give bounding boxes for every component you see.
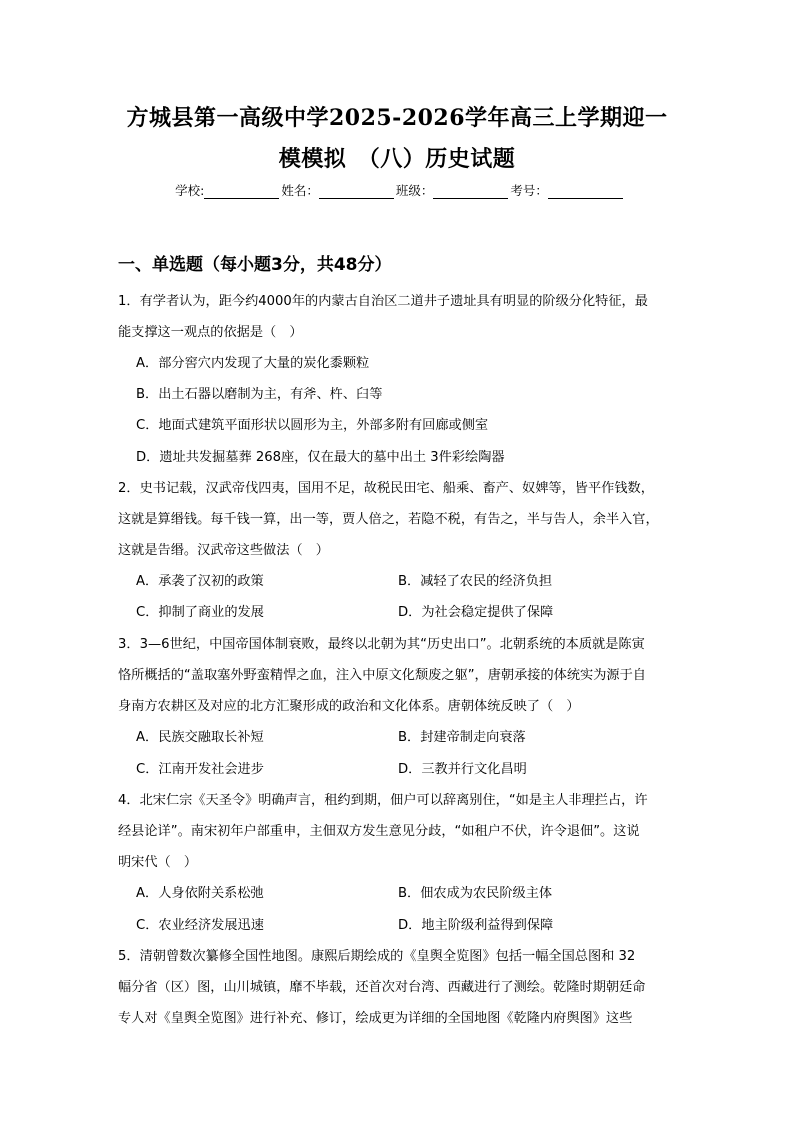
question-1-option-c[interactable]: C．地面式建筑平面形状以圆形为主，外部多附有回廊或侧室 [136,418,489,433]
question-1-option-b[interactable]: B．出土石器以磨制为主，有斧、杵、臼等 [136,387,383,402]
question-3-option-a[interactable]: A．民族交融取长补短 [136,730,264,745]
question-4-stem-line-1: 4．北宋仁宗《天圣令》明确声言，租约到期，佃户可以辞离别住，“如是主人非理拦占，许 [118,793,648,808]
question-4-option-c[interactable]: C．农业经济发展迅速 [136,918,264,933]
school-field [175,181,281,199]
question-3-option-c[interactable]: C．江南开发社会进步 [136,762,264,777]
question-4-option-a[interactable]: A．人身依附关系松弛 [136,886,264,901]
question-1-option-d[interactable]: D．遗址共发掘墓葬 268座，仅在最大的墓中出土 3件彩绘陶器 [136,450,505,465]
name-blank[interactable] [319,184,394,199]
question-2-option-d[interactable]: D．为社会稳定提供了保障 [398,605,554,620]
question-4-option-d[interactable]: D．地主阶级利益得到保障 [398,918,554,933]
question-5-stem-line-2: 幅分省（区）图，山川城镇，靡不毕载，还首次对台湾、西藏进行了测绘。乾隆时期朝廷命 [118,980,646,995]
question-2-option-a[interactable]: A．承袭了汉初的政策 [136,574,264,589]
question-3-option-d[interactable]: D．三教并行文化昌明 [398,762,527,777]
school-blank[interactable] [204,184,279,199]
exam-number-blank[interactable] [548,184,623,199]
question-5-stem-line-3: 专人对《皇舆全览图》进行补充、修订，绘成更为详细的全国地图《乾隆内府舆图》这些 [118,1011,633,1026]
exam-number-label: 考号： [510,183,548,198]
class-label: 班级： [395,183,434,198]
section-title: 一、单选题（每小题3分，共48分） [118,255,392,275]
question-5-stem-line-1: 5．清朝曾数次纂修全国性地图。康熙后期绘成的《皇舆全览图》包括一幅全国总图和 32 [118,949,636,964]
question-3-stem-line-2: 恪所概括的“盖取塞外野蛮精悍之血，注入中原文化颓废之躯”，唐朝承接的体统实为源于自 [118,668,646,683]
question-2-stem-line-1: 2．史书记载，汉武帝伐四夷，国用不足，故税民田宅、船乘、畜产、奴婢等，皆平作钱数， [118,481,654,496]
question-2-option-c[interactable]: C．抑制了商业的发展 [136,605,264,620]
question-4-option-b[interactable]: B．佃农成为农民阶级主体 [398,886,553,901]
question-4-stem-line-3: 明宋代（ ） [118,855,198,870]
question-1-option-a[interactable]: A．部分窖穴内发现了大量的炭化黍颗粒 [136,356,370,371]
question-4-stem-line-2: 经县论详”。南宋初年户部重申，主佃双方发生意见分歧，“如租户不伏，许令退佃”。这说 [118,824,640,839]
name-label: 姓名： [281,183,319,198]
question-2-option-b[interactable]: B．减轻了农民的经济负担 [398,574,553,589]
exam-title-line-1: 方城县第一高级中学2025-2026学年高三上学期迎一 [126,105,668,131]
student-info-row [130,181,670,199]
exam-title-line-2: 模模拟 （八）历史试题 [278,146,516,172]
school-label: 学校: [175,183,205,198]
exam-number-field [510,181,625,199]
question-3-stem-line-3: 身南方农耕区及对应的北方汇聚形成的政治和文化体系。唐朝体统反映了（ ） [118,699,580,714]
question-1-stem-line-2: 能支撑这一观点的依据是（ ） [118,325,303,340]
question-1-stem-line-1: 1．有学者认为，距今约4000年的内蒙古自治区二道井子遗址具有明显的阶级分化特征，最 [118,294,648,309]
question-3-option-b[interactable]: B．封建帝制走向衰落 [398,730,526,745]
name-field [281,181,396,199]
class-field [396,181,511,199]
question-2-stem-line-2: 这就是算缗钱。每千钱一算，出一等，贾人倍之，若隐不税，有告之，半与告人，余半入官， [118,512,659,527]
class-blank[interactable] [433,184,508,199]
question-2-stem-line-3: 这就是告缗。汉武帝这些做法（ ） [118,543,329,558]
question-3-stem-line-1: 3．3—6世纪，中国帝国体制衰败，最终以北朝为其“历史出口”。北朝系统的本质就是陈寅 [118,637,645,652]
